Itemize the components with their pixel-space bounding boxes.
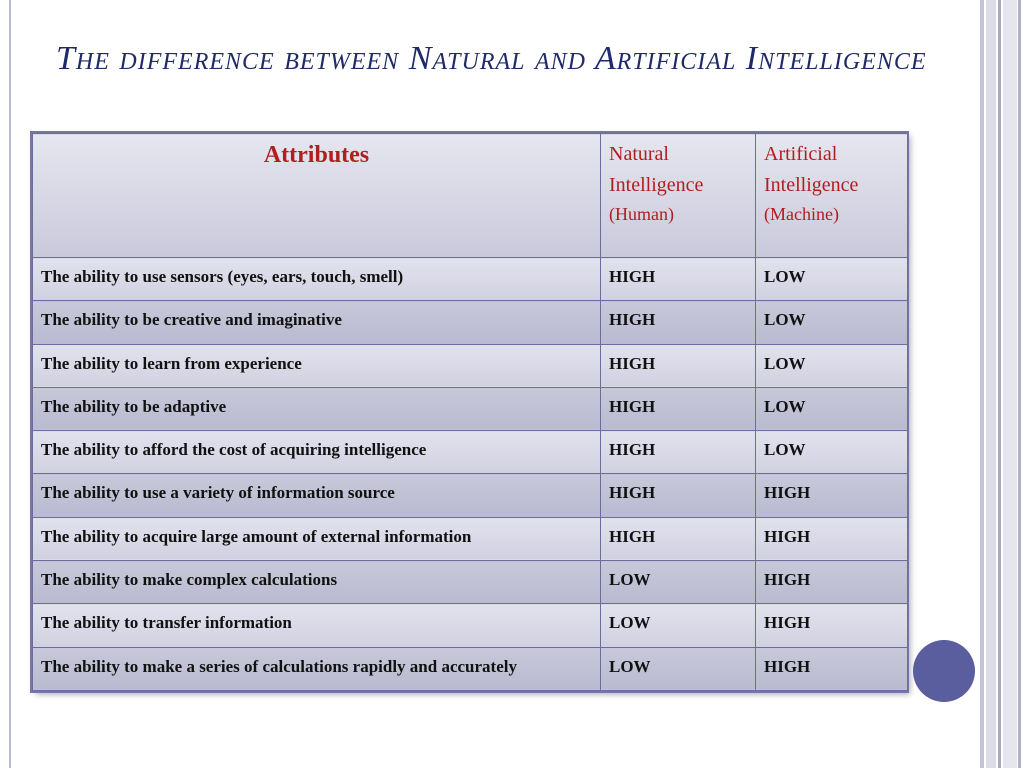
deco-bar: [1018, 0, 1021, 768]
natural-value-cell: HIGH: [601, 387, 756, 430]
natural-value-cell: LOW: [601, 647, 756, 690]
deco-bar: [986, 0, 996, 768]
attribute-cell: The ability to transfer information: [33, 604, 601, 647]
comparison-table-container: [32, 133, 907, 691]
table-row: [33, 517, 908, 560]
comparison-table: [32, 133, 908, 691]
slide-title: The difference between Natural and Artificial Intelligence: [56, 40, 927, 77]
header-artificial-intelligence: [756, 134, 908, 258]
artificial-value-cell: HIGH: [756, 561, 908, 604]
natural-value-cell: LOW: [601, 561, 756, 604]
table-row: [33, 561, 908, 604]
natural-value-cell: HIGH: [601, 431, 756, 474]
table-row: [33, 604, 908, 647]
artificial-value-cell: HIGH: [756, 604, 908, 647]
deco-bar: [1003, 0, 1017, 768]
attribute-cell: The ability to use a variety of information source: [33, 474, 601, 517]
attribute-cell: The ability to make complex calculations: [33, 561, 601, 604]
attribute-cell: The ability to be adaptive: [33, 387, 601, 430]
table-header-row: [33, 134, 908, 258]
table-row: [33, 301, 908, 344]
right-decorative-bars: [976, 0, 1024, 768]
attribute-cell: The ability to be creative and imaginative: [33, 301, 601, 344]
artificial-value-cell: HIGH: [756, 517, 908, 560]
table-row: [33, 431, 908, 474]
deco-bar: [980, 0, 984, 768]
header-natural-sub: (Human): [609, 204, 674, 224]
natural-value-cell: HIGH: [601, 258, 756, 301]
natural-value-cell: LOW: [601, 604, 756, 647]
table-row: [33, 258, 908, 301]
natural-value-cell: HIGH: [601, 517, 756, 560]
artificial-value-cell: HIGH: [756, 647, 908, 690]
header-natural-intelligence: [601, 134, 756, 258]
deco-bar: [998, 0, 1001, 768]
attribute-cell: The ability to use sensors (eyes, ears, touch, smell): [33, 258, 601, 301]
natural-value-cell: HIGH: [601, 474, 756, 517]
decorative-circle: [913, 640, 975, 702]
table-row: [33, 647, 908, 690]
left-border-line: [9, 0, 11, 768]
artificial-value-cell: LOW: [756, 301, 908, 344]
header-attributes: Attributes: [33, 134, 601, 258]
attribute-cell: The ability to afford the cost of acquiring intelligence: [33, 431, 601, 474]
header-artificial-sub: (Machine): [764, 204, 839, 224]
natural-value-cell: HIGH: [601, 301, 756, 344]
table-row: [33, 387, 908, 430]
artificial-value-cell: HIGH: [756, 474, 908, 517]
table-row: [33, 344, 908, 387]
header-natural-name: Natural Intelligence: [609, 143, 704, 196]
attribute-cell: The ability to acquire large amount of external information: [33, 517, 601, 560]
artificial-value-cell: LOW: [756, 344, 908, 387]
header-artificial-name: Artificial Intelligence: [764, 143, 859, 196]
attribute-cell: The ability to make a series of calculations rapidly and accurately: [33, 647, 601, 690]
natural-value-cell: HIGH: [601, 344, 756, 387]
artificial-value-cell: LOW: [756, 258, 908, 301]
table-row: [33, 474, 908, 517]
attribute-cell: The ability to learn from experience: [33, 344, 601, 387]
artificial-value-cell: LOW: [756, 431, 908, 474]
artificial-value-cell: LOW: [756, 387, 908, 430]
